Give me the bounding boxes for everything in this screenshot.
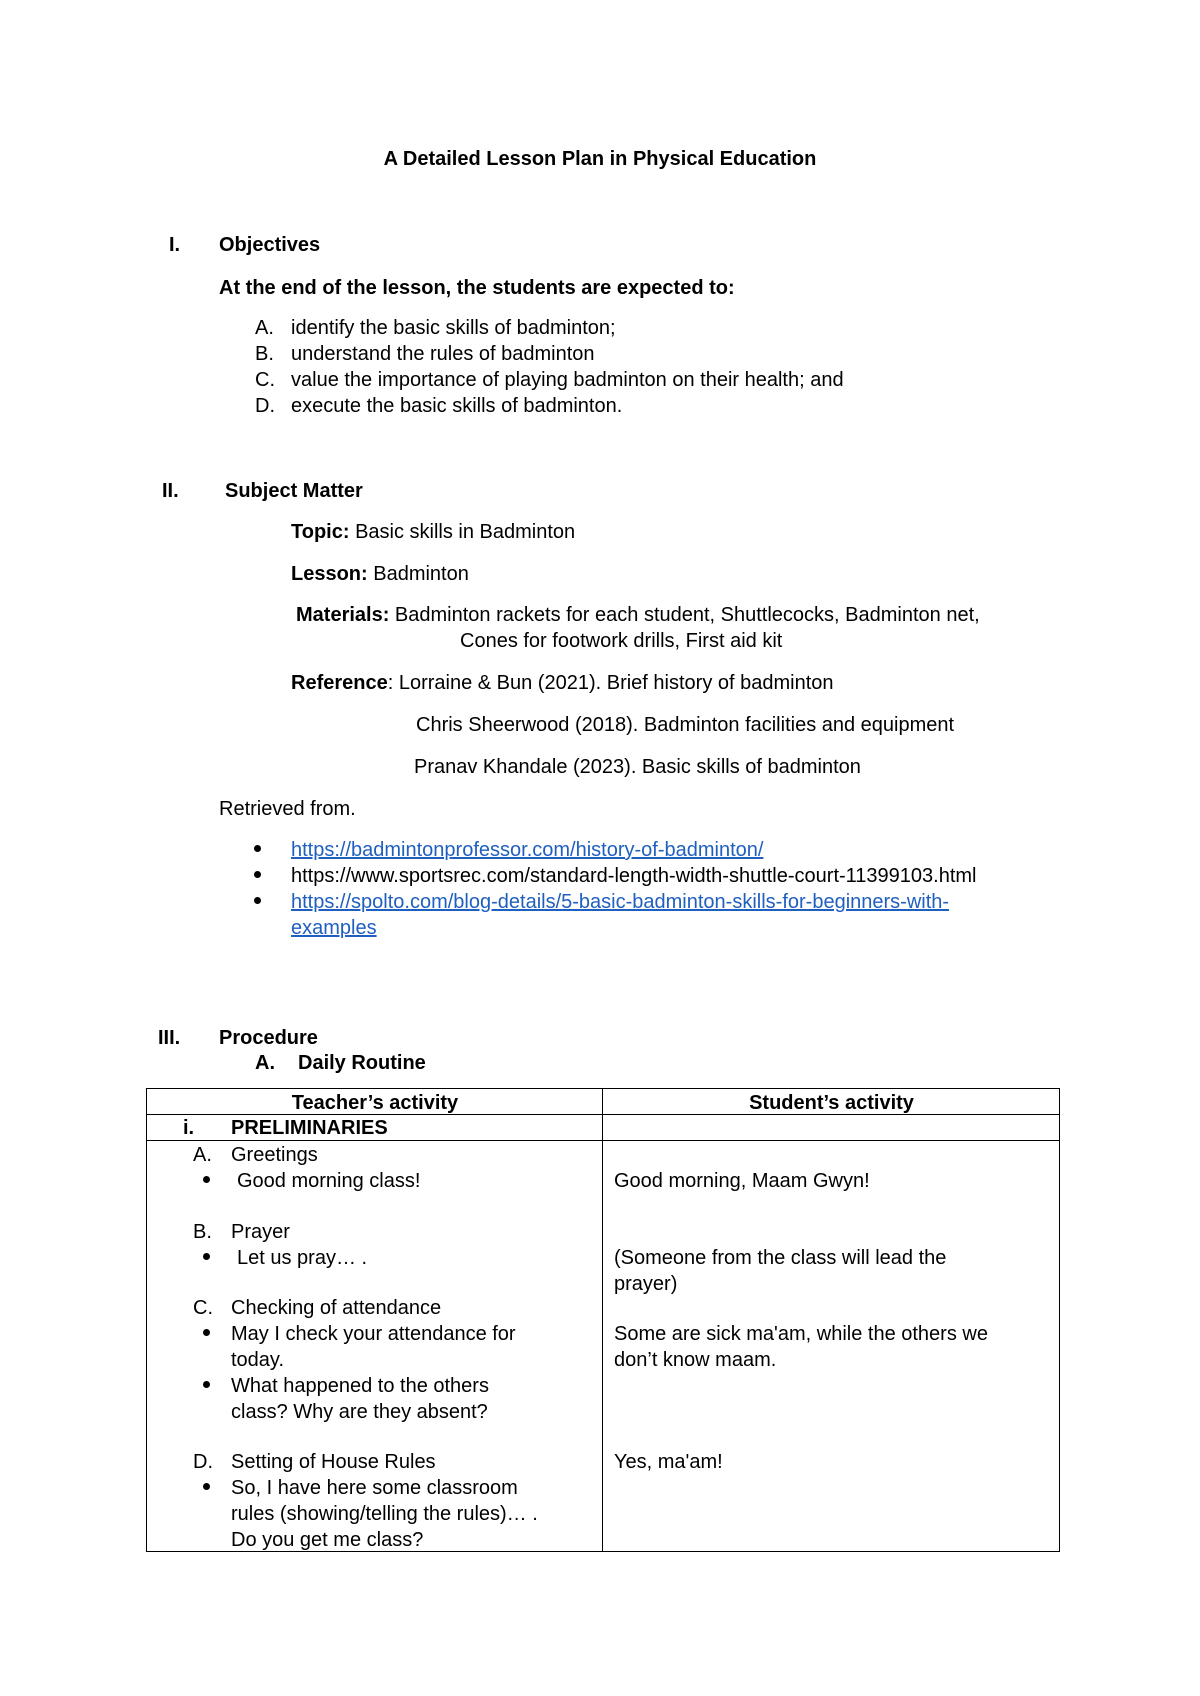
objectives-intro: At the end of the lesson, the students are expected to:	[219, 277, 735, 299]
attendance-teacher-2a: What happened to the others	[231, 1375, 489, 1397]
subject-matter-heading: Subject Matter	[225, 480, 363, 502]
table-header-row	[147, 1089, 1060, 1115]
header-cell-student	[603, 1089, 1060, 1115]
objective-marker-a: A.	[255, 317, 274, 339]
house-rules-marker: D.	[193, 1451, 213, 1473]
bullet-icon	[254, 897, 261, 904]
house-rules-teacher-1: So, I have here some classroom	[231, 1477, 518, 1499]
daily-routine-table	[146, 1088, 1060, 1552]
procedure-heading: Procedure	[219, 1027, 318, 1049]
table-row	[147, 1141, 1060, 1552]
preliminaries-cell	[147, 1115, 603, 1141]
bullet-icon	[254, 845, 261, 852]
reference-line	[291, 673, 834, 693]
prayer-label: Prayer	[231, 1221, 290, 1243]
daily-routine-marker: A.	[255, 1052, 275, 1074]
daily-routine-heading: Daily Routine	[298, 1052, 426, 1074]
attendance-label: Checking of attendance	[231, 1297, 442, 1319]
attendance-marker: C.	[193, 1297, 213, 1319]
header-cell-teacher	[147, 1089, 603, 1115]
reference-link-3[interactable]: https://spolto.com/blog-details/5-basic-badminton-skills-for-beginners-with-	[291, 891, 950, 913]
attendance-teacher-1b: today.	[231, 1349, 284, 1371]
objective-item-d: execute the basic skills of badminton.	[291, 395, 623, 417]
reference-1: : Lorraine & Bun (2021). Brief history of badminton	[387, 672, 834, 694]
materials-label: Materials:	[296, 604, 390, 626]
reference-3: Pranav Khandale (2023). Basic skills of badminton	[414, 756, 861, 778]
materials-line	[296, 605, 980, 625]
objective-marker-b: B.	[255, 343, 274, 365]
page-title: A Detailed Lesson Plan in Physical Education	[383, 148, 817, 170]
attendance-teacher-1a: May I check your attendance for	[231, 1323, 516, 1345]
retrieved-from: Retrieved from.	[219, 798, 356, 820]
objectives-heading: Objectives	[219, 234, 321, 256]
table-row	[147, 1115, 1060, 1141]
materials-value: Badminton rackets for each student, Shuttlecocks, Badminton net,	[389, 604, 980, 626]
greet-student-text: Good morning, Maam Gwyn!	[614, 1170, 870, 1192]
bullet-icon	[203, 1176, 210, 1183]
attendance-student-2: don’t know maam.	[614, 1349, 777, 1371]
bullet-icon	[203, 1253, 210, 1260]
objective-item-b: understand the rules of badminton	[291, 343, 595, 365]
prayer-teacher-text: Let us pray… .	[237, 1247, 368, 1269]
bullet-icon	[203, 1381, 210, 1388]
house-rules-label: Setting of House Rules	[231, 1451, 436, 1473]
column-header-student: Student’s activity	[749, 1092, 914, 1114]
prayer-marker: B.	[193, 1221, 212, 1243]
house-rules-teacher-3: Do you get me class?	[231, 1529, 424, 1551]
section-numeral-procedure: III.	[158, 1027, 181, 1049]
bullet-icon	[254, 871, 261, 878]
greetings-marker: A.	[193, 1144, 212, 1166]
objective-marker-c: C.	[255, 369, 275, 391]
attendance-student-1: Some are sick ma'am, while the others we	[614, 1323, 988, 1345]
objective-item-a: identify the basic skills of badminton;	[291, 317, 616, 339]
attendance-teacher-2b: class? Why are they absent?	[231, 1401, 488, 1423]
house-rules-student: Yes, ma'am!	[614, 1451, 723, 1473]
prayer-student-2: prayer)	[614, 1273, 678, 1295]
topic-label: Topic:	[291, 521, 350, 543]
materials-line-2: Cones for footwork drills, First aid kit	[460, 630, 783, 652]
bullet-icon	[203, 1483, 210, 1490]
topic-value: Basic skills in Badminton	[349, 521, 576, 543]
objective-item-c: value the importance of playing badminton on their health; and	[291, 369, 844, 391]
teacher-activity-cell	[147, 1141, 603, 1552]
column-header-teacher: Teacher’s activity	[291, 1092, 459, 1114]
reference-label: Reference	[291, 672, 388, 694]
lesson-label: Lesson:	[291, 563, 368, 585]
prayer-student-1: (Someone from the class will lead the	[614, 1247, 947, 1269]
table-cell-empty	[603, 1115, 1060, 1141]
objective-marker-d: D.	[255, 395, 275, 417]
greet-teacher-text: Good morning class!	[237, 1170, 421, 1192]
reference-link-2: https://www.sportsrec.com/standard-length-width-shuttle-court-11399103.html	[291, 865, 977, 887]
preliminaries-title: PRELIMINARIES	[231, 1117, 388, 1139]
reference-2: Chris Sheerwood (2018). Badminton facilities and equipment	[416, 714, 955, 736]
reference-link-1[interactable]: https://badmintonprofessor.com/history-of-badminton/	[291, 839, 764, 861]
section-numeral-objectives: I.	[169, 234, 181, 256]
section-numeral-subject-matter: II.	[162, 480, 179, 502]
preliminaries-marker: i.	[183, 1117, 195, 1139]
house-rules-teacher-2: rules (showing/telling the rules)… .	[231, 1503, 538, 1525]
bullet-icon	[203, 1329, 210, 1336]
reference-link-3-continued[interactable]: examples	[291, 917, 377, 939]
lesson-value: Badminton	[367, 563, 469, 585]
greetings-label: Greetings	[231, 1144, 318, 1166]
lesson-line	[291, 564, 469, 584]
topic-line	[291, 522, 575, 542]
student-activity-cell	[603, 1141, 1060, 1552]
